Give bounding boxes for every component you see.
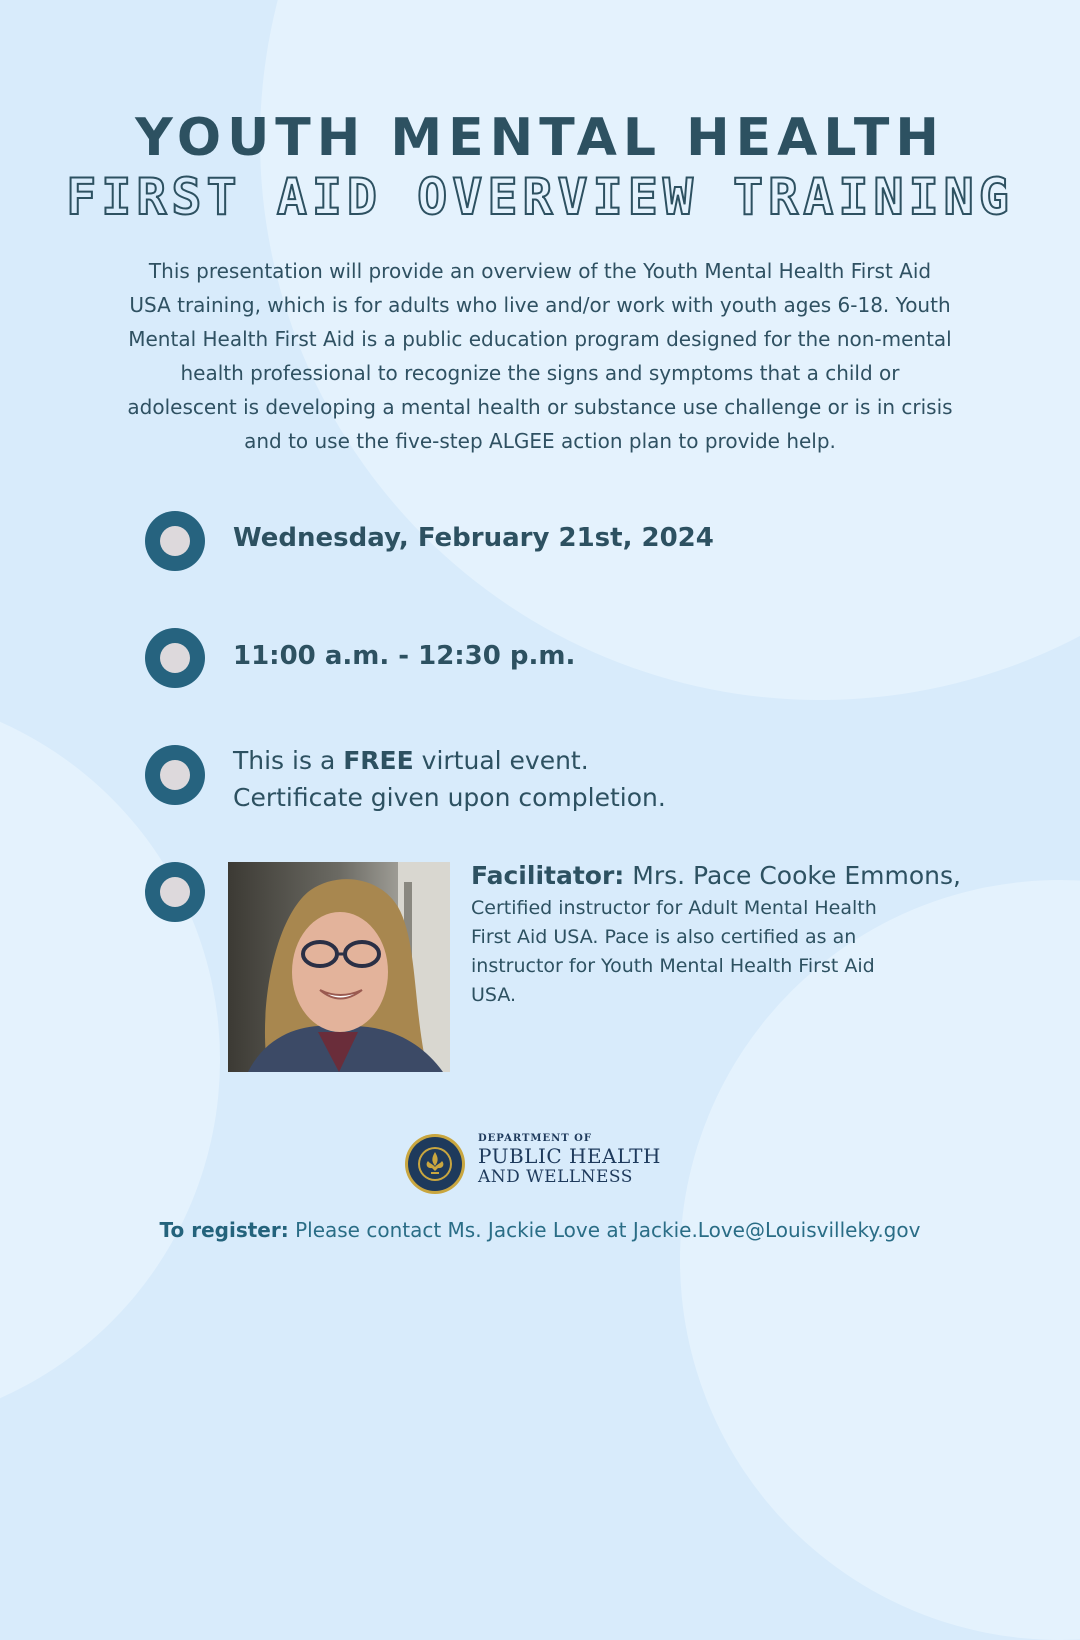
register-text: Please contact Ms. Jackie Love at Jackie.Love@Louisvilleky.gov	[288, 1218, 921, 1242]
certificate-note: Certificate given upon completion.	[233, 783, 666, 812]
free-suffix: virtual event.	[413, 746, 589, 775]
intro-line: This presentation will provide an overview of the Youth Mental Health First Aid	[148, 259, 932, 283]
title-line-1: YOUTH MENTAL HEALTH	[135, 108, 945, 168]
department-logo-text	[478, 1133, 661, 1187]
intro-line: health professional to recognize the signs and symptoms that a child or	[180, 361, 900, 385]
intro-line: adolescent is developing a mental health or substance use challenge or is in crisis	[127, 395, 953, 419]
intro-line: and to use the five-step ALGEE action plan to provide help.	[244, 429, 836, 453]
intro-line: Mental Health First Aid is a public education program designed for the non-mental	[128, 327, 952, 351]
facilitator-label: Facilitator:	[471, 861, 625, 890]
event-time: 11:00 a.m. - 12:30 p.m.	[233, 641, 576, 671]
facilitator-photo	[228, 862, 450, 1072]
free-prefix: This is a	[233, 746, 344, 775]
dept-line-3: AND WELLNESS	[478, 1167, 633, 1187]
intro-paragraph	[95, 254, 985, 458]
facilitator-name: Mrs. Pace Cooke Emmons,	[624, 861, 961, 890]
bullet-icon	[145, 862, 205, 922]
dept-line-1: DEPARTMENT OF	[478, 1133, 592, 1144]
intro-line: USA training, which is for adults who live and/or work with youth ages 6-18. Youth	[129, 293, 951, 317]
register-info	[0, 1218, 1080, 1242]
register-label: To register:	[159, 1218, 289, 1242]
bullet-icon	[145, 511, 205, 571]
facilitator-info	[471, 858, 991, 1010]
event-cost-note	[233, 742, 666, 816]
title-line-2: FIRST AID OVERVIEW TRAINING	[66, 168, 1014, 226]
dept-line-2: PUBLIC HEALTH	[478, 1144, 661, 1168]
facilitator-bio: Certified instructor for Adult Mental Health First Aid USA. Pace is also certified as an instructor for Youth Mental Health First Aid USA.	[471, 897, 877, 1006]
free-bold: FREE	[343, 746, 414, 775]
event-date: Wednesday, February 21st, 2024	[233, 523, 714, 553]
bullet-icon	[145, 628, 205, 688]
louisville-seal-logo	[404, 1133, 466, 1195]
bullet-icon	[145, 745, 205, 805]
